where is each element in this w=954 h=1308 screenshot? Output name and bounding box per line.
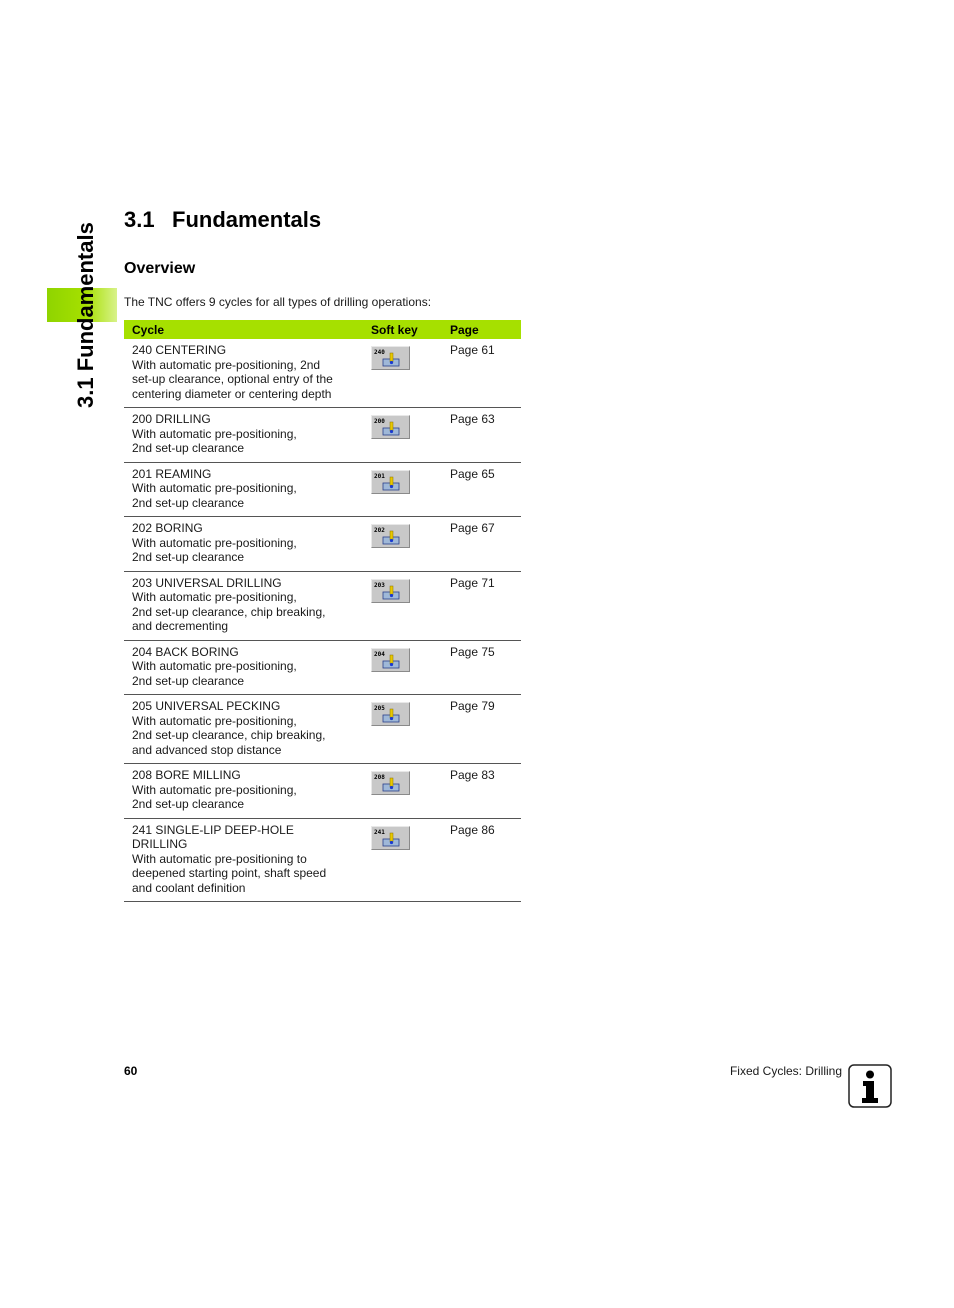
softkey-label: 240 bbox=[374, 349, 385, 356]
cycle-description bbox=[124, 571, 371, 640]
cycle-detail-line: With automatic pre-positioning, bbox=[132, 590, 297, 604]
page-reference[interactable]: Page 63 bbox=[450, 408, 521, 463]
softkey-201[interactable] bbox=[371, 470, 410, 494]
page-reference[interactable]: Page 86 bbox=[450, 818, 521, 902]
cycle-detail-line: With automatic pre-positioning, bbox=[132, 659, 297, 673]
softkey-200[interactable] bbox=[371, 415, 410, 439]
softkey-label: 241 bbox=[374, 828, 385, 836]
softkey-cell bbox=[371, 517, 450, 572]
table-row bbox=[124, 408, 521, 463]
header-page: Page bbox=[450, 320, 521, 339]
centering-cycle-icon bbox=[372, 347, 409, 369]
cycle-name: 205 UNIVERSAL PECKING bbox=[132, 699, 281, 713]
softkey-202[interactable] bbox=[371, 524, 410, 548]
cycle-detail-line: set-up clearance, optional entry of the bbox=[132, 372, 333, 386]
bore-milling-cycle-icon bbox=[372, 772, 409, 794]
cycle-detail-line: and coolant definition bbox=[132, 880, 246, 895]
table-row bbox=[124, 640, 521, 695]
softkey-label: 204 bbox=[374, 650, 385, 658]
softkey-label: 201 bbox=[374, 472, 385, 480]
back-boring-cycle-icon bbox=[372, 649, 409, 671]
cycle-detail-line: 2nd set-up clearance, chip breaking, bbox=[132, 728, 326, 742]
cycle-detail-line: deepened starting point, shaft speed bbox=[132, 866, 327, 880]
cycle-detail-line: 2nd set-up clearance, chip breaking, bbox=[132, 604, 326, 619]
cycle-detail-line: DRILLING bbox=[132, 837, 188, 851]
page-reference[interactable]: Page 79 bbox=[450, 695, 521, 764]
table-row bbox=[124, 571, 521, 640]
chapter-title: Fixed Cycles: Drilling bbox=[729, 1064, 842, 1078]
cycle-detail-line: With automatic pre-positioning, bbox=[132, 426, 297, 441]
cycle-description bbox=[124, 695, 371, 764]
page-title bbox=[124, 207, 321, 233]
cycle-description bbox=[124, 818, 371, 902]
cycle-detail-line: With automatic pre-positioning, bbox=[132, 535, 297, 550]
boring-cycle-icon bbox=[372, 525, 409, 547]
table-row bbox=[124, 517, 521, 572]
cycle-detail-line: With automatic pre-positioning, bbox=[132, 782, 297, 797]
softkey-203[interactable] bbox=[371, 579, 410, 603]
page-reference[interactable]: Page 65 bbox=[450, 462, 521, 517]
softkey-label: 203 bbox=[374, 581, 385, 589]
page-number: 60 bbox=[124, 1064, 138, 1078]
cycle-detail-line: With automatic pre-positioning to bbox=[132, 851, 307, 866]
softkey-cell bbox=[371, 408, 450, 463]
table-row bbox=[124, 695, 521, 764]
cycle-detail-line: and decrementing bbox=[132, 619, 229, 633]
reaming-cycle-icon bbox=[372, 471, 409, 493]
section-title: Fundamentals bbox=[172, 207, 322, 232]
cycle-detail-line: centering diameter or centering depth bbox=[132, 386, 332, 401]
cycle-detail-line: 2nd set-up clearance bbox=[132, 797, 245, 811]
drilling-cycle-icon bbox=[372, 416, 409, 438]
table-row bbox=[124, 462, 521, 517]
softkey-cell bbox=[371, 339, 450, 408]
table-row bbox=[124, 339, 521, 408]
cycle-name: 201 REAMING bbox=[132, 466, 212, 481]
softkey-cell bbox=[371, 764, 450, 819]
softkey-240[interactable] bbox=[371, 346, 410, 370]
softkey-205[interactable] bbox=[371, 702, 410, 726]
cycle-detail-line: and advanced stop distance bbox=[132, 742, 282, 757]
softkey-label: 202 bbox=[374, 527, 385, 534]
softkey-label: 205 bbox=[374, 705, 385, 712]
softkey-cell bbox=[371, 571, 450, 640]
cycle-name: 203 UNIVERSAL DRILLING bbox=[132, 575, 282, 590]
table-row bbox=[124, 818, 521, 902]
page-reference[interactable]: Page 61 bbox=[450, 339, 521, 408]
softkey-cell bbox=[371, 640, 450, 695]
side-tab-title: 3.1 Fundamentals bbox=[73, 222, 98, 408]
page-reference[interactable]: Page 67 bbox=[450, 517, 521, 572]
universal-drilling-cycle-icon bbox=[372, 580, 409, 602]
cycle-description bbox=[124, 462, 371, 517]
cycle-table bbox=[124, 320, 521, 902]
cycle-detail-line: With automatic pre-positioning, bbox=[132, 713, 297, 728]
cycle-name: 240 CENTERING bbox=[132, 343, 227, 357]
softkey-cell bbox=[371, 818, 450, 902]
softkey-cell bbox=[371, 695, 450, 764]
cycle-description bbox=[124, 408, 371, 463]
table-header-row bbox=[124, 320, 521, 339]
info-icon bbox=[848, 1064, 892, 1108]
single-lip-drilling-cycle-icon bbox=[372, 827, 409, 849]
page-reference[interactable]: Page 71 bbox=[450, 571, 521, 640]
intro-text: The TNC offers 9 cycles for all types of drilling operations: bbox=[124, 295, 432, 309]
cycle-description bbox=[124, 764, 371, 819]
universal-pecking-cycle-icon bbox=[372, 703, 409, 725]
cycle-detail-line: 2nd set-up clearance bbox=[132, 550, 245, 564]
softkey-cell bbox=[371, 462, 450, 517]
subheading: Overview bbox=[124, 260, 196, 277]
cycle-description bbox=[124, 640, 371, 695]
cycle-description bbox=[124, 517, 371, 572]
softkey-241[interactable] bbox=[371, 826, 410, 850]
cycle-name: 202 BORING bbox=[132, 521, 203, 535]
header-cycle: Cycle bbox=[124, 320, 371, 339]
page-reference[interactable]: Page 75 bbox=[450, 640, 521, 695]
cycle-description bbox=[124, 339, 371, 408]
cycle-detail-line: With automatic pre-positioning, 2nd bbox=[132, 357, 321, 372]
section-number: 3.1 bbox=[124, 207, 155, 232]
table-body bbox=[124, 339, 521, 902]
cycle-name: 200 DRILLING bbox=[132, 412, 211, 426]
softkey-label: 208 bbox=[374, 774, 385, 781]
cycle-detail-line: With automatic pre-positioning, bbox=[132, 481, 297, 495]
softkey-label: 200 bbox=[374, 418, 385, 425]
cycle-detail-line: 2nd set-up clearance bbox=[132, 441, 245, 455]
table-row bbox=[124, 764, 521, 819]
softkey-208[interactable] bbox=[371, 771, 410, 795]
cycle-detail-line: 2nd set-up clearance bbox=[132, 495, 245, 510]
header-softkey: Soft key bbox=[371, 320, 450, 339]
cycle-detail-line: 2nd set-up clearance bbox=[132, 673, 245, 688]
cycle-name: 241 SINGLE-LIP DEEP-HOLE bbox=[132, 822, 294, 837]
page-reference[interactable]: Page 83 bbox=[450, 764, 521, 819]
softkey-204[interactable] bbox=[371, 648, 410, 672]
cycle-name: 204 BACK BORING bbox=[132, 644, 239, 659]
cycle-name: 208 BORE MILLING bbox=[132, 768, 241, 782]
